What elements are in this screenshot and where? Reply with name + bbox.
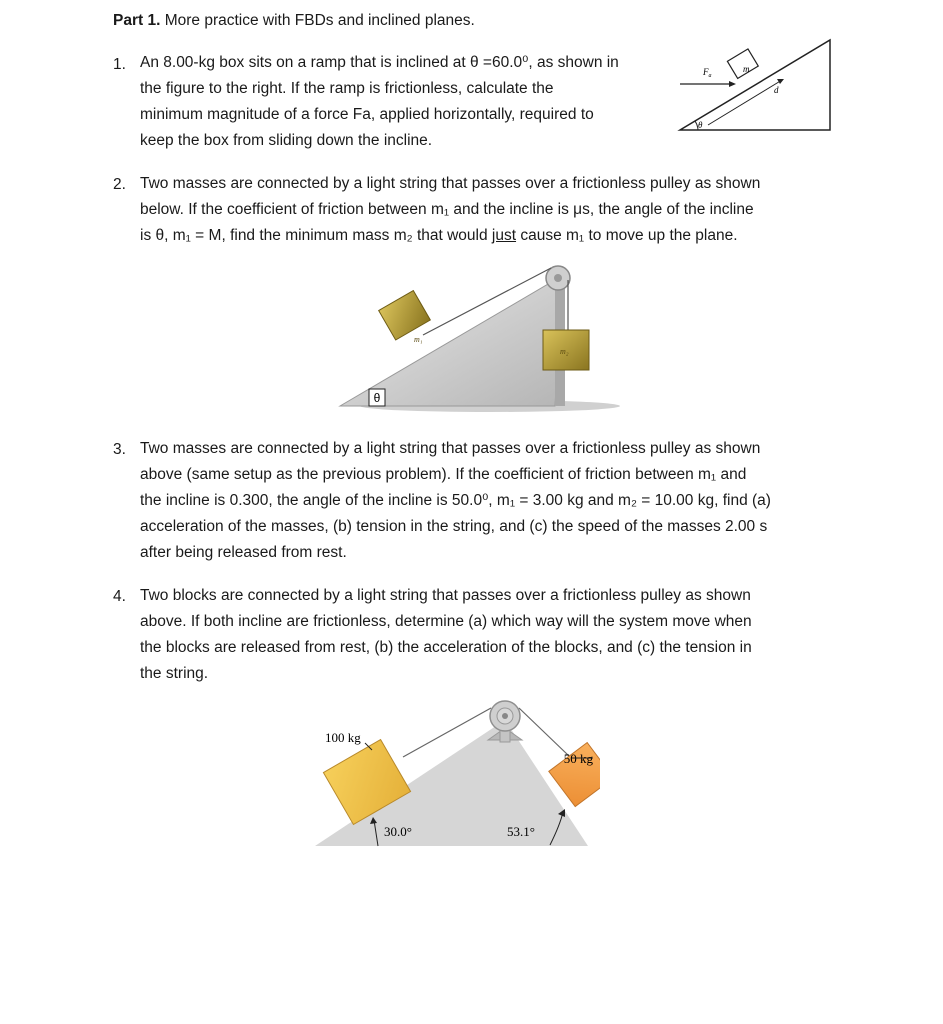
problem-1-line: minimum magnitude of a force Fa, applied horizontally, required to	[140, 106, 594, 123]
problem-2-line: is θ, m₁ = M, find the minimum mass m₂ that would just cause m₁ to move up the plane.	[140, 227, 738, 244]
problem-3-line: after being released from rest.	[140, 544, 347, 561]
figure-1-ramp	[670, 35, 840, 135]
left-angle-label: 30.0°	[384, 824, 412, 839]
angle-label: θ	[373, 391, 381, 405]
box-m1	[379, 291, 431, 340]
ramp-triangle	[340, 280, 562, 406]
problem-1-line: keep the box from sliding down the incline.	[140, 132, 433, 149]
problem-2-text	[140, 171, 760, 249]
right-mass-label: 50 kg	[563, 751, 593, 766]
problem-1-line: An 8.00-kg box sits on a ramp that is inclined at θ =60.0⁰, as shown in	[140, 54, 619, 71]
mass-label: m	[743, 64, 750, 74]
m2-label: m₂	[560, 347, 569, 356]
problem-4-text	[140, 583, 752, 687]
problem-1-number: 1.	[113, 56, 126, 73]
problem-4-line: the string.	[140, 665, 209, 682]
pulley-axle	[554, 274, 562, 282]
problem-2-line: Two masses are connected by a light string that passes over a frictionless pulley as shown	[140, 175, 761, 192]
string-right	[519, 708, 569, 756]
problem-3-line: above (same setup as the previous problem). If the coefficient of friction between m₁ and	[140, 466, 747, 483]
page-title	[113, 12, 475, 30]
problem-4-line: above. If both incline are frictionless, determine (a) which way will the system move when	[140, 613, 752, 630]
problem-4-number: 4.	[113, 588, 126, 605]
pulley-axle	[502, 713, 508, 719]
figure-3-double-incline	[310, 690, 600, 852]
force-arrowhead	[729, 81, 736, 87]
problem-3-line: the incline is 0.300, the angle of the incline is 50.0⁰, m₁ = 3.00 kg and m₂ = 10.00 kg, find (a)	[140, 492, 771, 509]
figure-2-pulley-incline	[330, 258, 620, 418]
problem-3-line: acceleration of the masses, (b) tension in the string, and (c) the speed of the masses 2.00 s	[140, 518, 768, 535]
right-angle-label: 53.1°	[507, 824, 535, 839]
title-rest: More practice with FBDs and inclined planes.	[160, 12, 475, 29]
m1-label: m₁	[414, 335, 423, 344]
problem-4-line: Two blocks are connected by a light string that passes over a frictionless pulley as shown	[140, 587, 751, 604]
problem-1-line: the figure to the right. If the ramp is frictionless, calculate the	[140, 80, 554, 97]
problem-1-text	[140, 50, 619, 154]
force-label: $F_a$	[703, 67, 712, 79]
underlined-just: just	[491, 227, 517, 244]
problem-3-line: Two masses are connected by a light string that passes over a frictionless pulley as shown	[140, 440, 761, 457]
title-bold: Part 1.	[113, 12, 161, 29]
problem-3-number: 3.	[113, 441, 126, 458]
problem-4-line: the blocks are released from rest, (b) the acceleration of the blocks, and (c) the tension in	[140, 639, 752, 656]
left-mass-label: 100 kg	[325, 730, 361, 745]
ramp-triangle	[680, 40, 830, 130]
distance-label: d	[774, 85, 779, 95]
problem-3-text	[140, 436, 771, 566]
angle-label: θ	[698, 120, 703, 130]
problem-2-line: below. If the coefficient of friction between m₁ and the incline is μs, the angle of the incline	[140, 201, 754, 218]
problem-2-number: 2.	[113, 176, 126, 193]
